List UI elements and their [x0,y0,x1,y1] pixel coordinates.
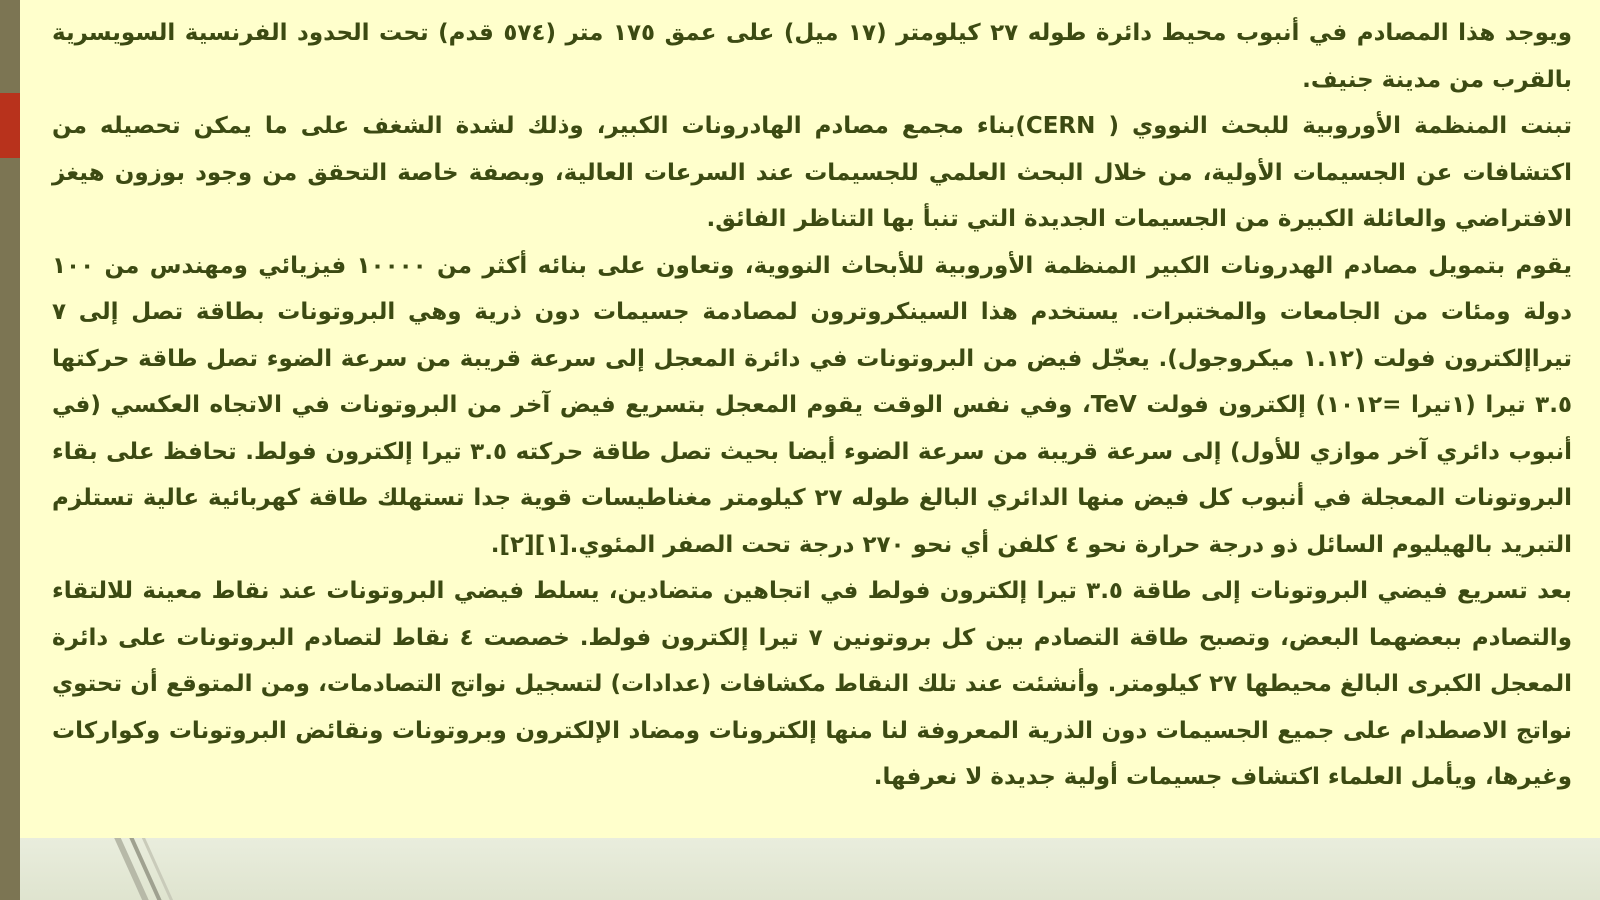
paragraph-collisions: بعد تسريع فيضي البروتونات إلى طاقة ٣.٥ تيرا إلكترون فولط في اتجاهين متضادين، يسلط فيضي البروتونات عند نقاط معينة للالتقاء والتصادم ببعضهما البعض، وتصبح طاقة التصادم بين كل بروتونين ٧ تيرا إلكترون فولط. خصصت ٤ نقاط لتصادم البروتونات على دائرة المعجل الكبرى البالغ محيطها ٢٧ كيلومتر. وأنشئت عند تلك النقاط مكشافات (عدادات) لتسجيل نواتج التصادمات، ومن المتوقع أن تحتوي نواتج الاصطدام على جميع الجسيمات دون الذرية المعروفة لنا منها إلكترونات ومضاد الإلكترون وبروتونات ونقائض البروتونات وكواركات وغيرها، ويأمل العلماء اكتشاف جسيمات أولية جديدة لا نعرفها. [52,578,1572,790]
text-content-panel [20,0,1600,838]
diagonal-lines-graphic [105,838,215,900]
paragraph-lhc-location: ويوجد هذا المصادم في أنبوب محيط دائرة طوله ٢٧ كيلومتر (١٧ ميل) على عمق ١٧٥ متر (٥٧٤ قدم) تحت الحدود الفرنسية السويسرية بالقرب من مدينة جنيف. [52,20,1572,93]
article-body [52,10,1572,801]
paragraph-cern-construction: تبنت المنظمة الأوروبية للبحث النووي ( CERN)بناء مجمع مصادم الهادرونات الكبير، وذلك لشدة الشغف على ما يمكن تحصيله من اكتشافات عن الجسيمات الأولية، من خلال البحث العلمي للجسيمات عند السرعات العالية، وبصفة خاصة التحقق من وجود بوزون هيغز الافتراضي والعائلة الكبيرة من الجسيمات الجديدة التي تنبأ بها التناظر الفائق. [52,113,1572,232]
slide-bottom-margin [20,838,1600,900]
paragraph-funding-operation: يقوم بتمويل مصادم الهدرونات الكبير المنظمة الأوروبية للأبحاث النووية، وتعاون على بنائه أكثر من ١٠٠٠٠ فيزيائي ومهندس من ١٠٠ دولة ومئات من الجامعات والمختبرات. يستخدم هذا السينكروترون لمصادمة جسيمات دون ذرية وهي البروتونات بطاقة تصل إلى ٧ تيراإلكترون فولت (١.١٢ ميكروجول). يعجّل فيض من البروتونات في دائرة المعجل إلى سرعة قريبة من سرعة الضوء تصل طاقة حركتها ٣.٥ تيرا (١تيرا =١٠١٢) إلكترون فولت TeV، وفي نفس الوقت يقوم المعجل بتسريع فيض آخر من البروتونات في الاتجاه العكسي (في أنبوب دائري آخر موازي للأول) إلى سرعة قريبة من سرعة الضوء أيضا بحيث تصل طاقة حركته ٣.٥ تيرا إلكترون فولط. تحافظ على بقاء البروتونات المعجلة في أنبوب كل فيض منها الدائري البالغ طوله ٢٧ كيلومتر مغناطيسات قوية جدا تستهلك طاقة كهربائية عالية تستلزم التبريد بالهيليوم السائل ذو درجة حرارة نحو ٤ كلفن أي نحو ٢٧٠ درجة تحت الصفر المئوي.[١][٢]. [52,252,1573,558]
slide-accent-bar [0,93,20,158]
decorative-diagonal-lines [105,838,215,900]
